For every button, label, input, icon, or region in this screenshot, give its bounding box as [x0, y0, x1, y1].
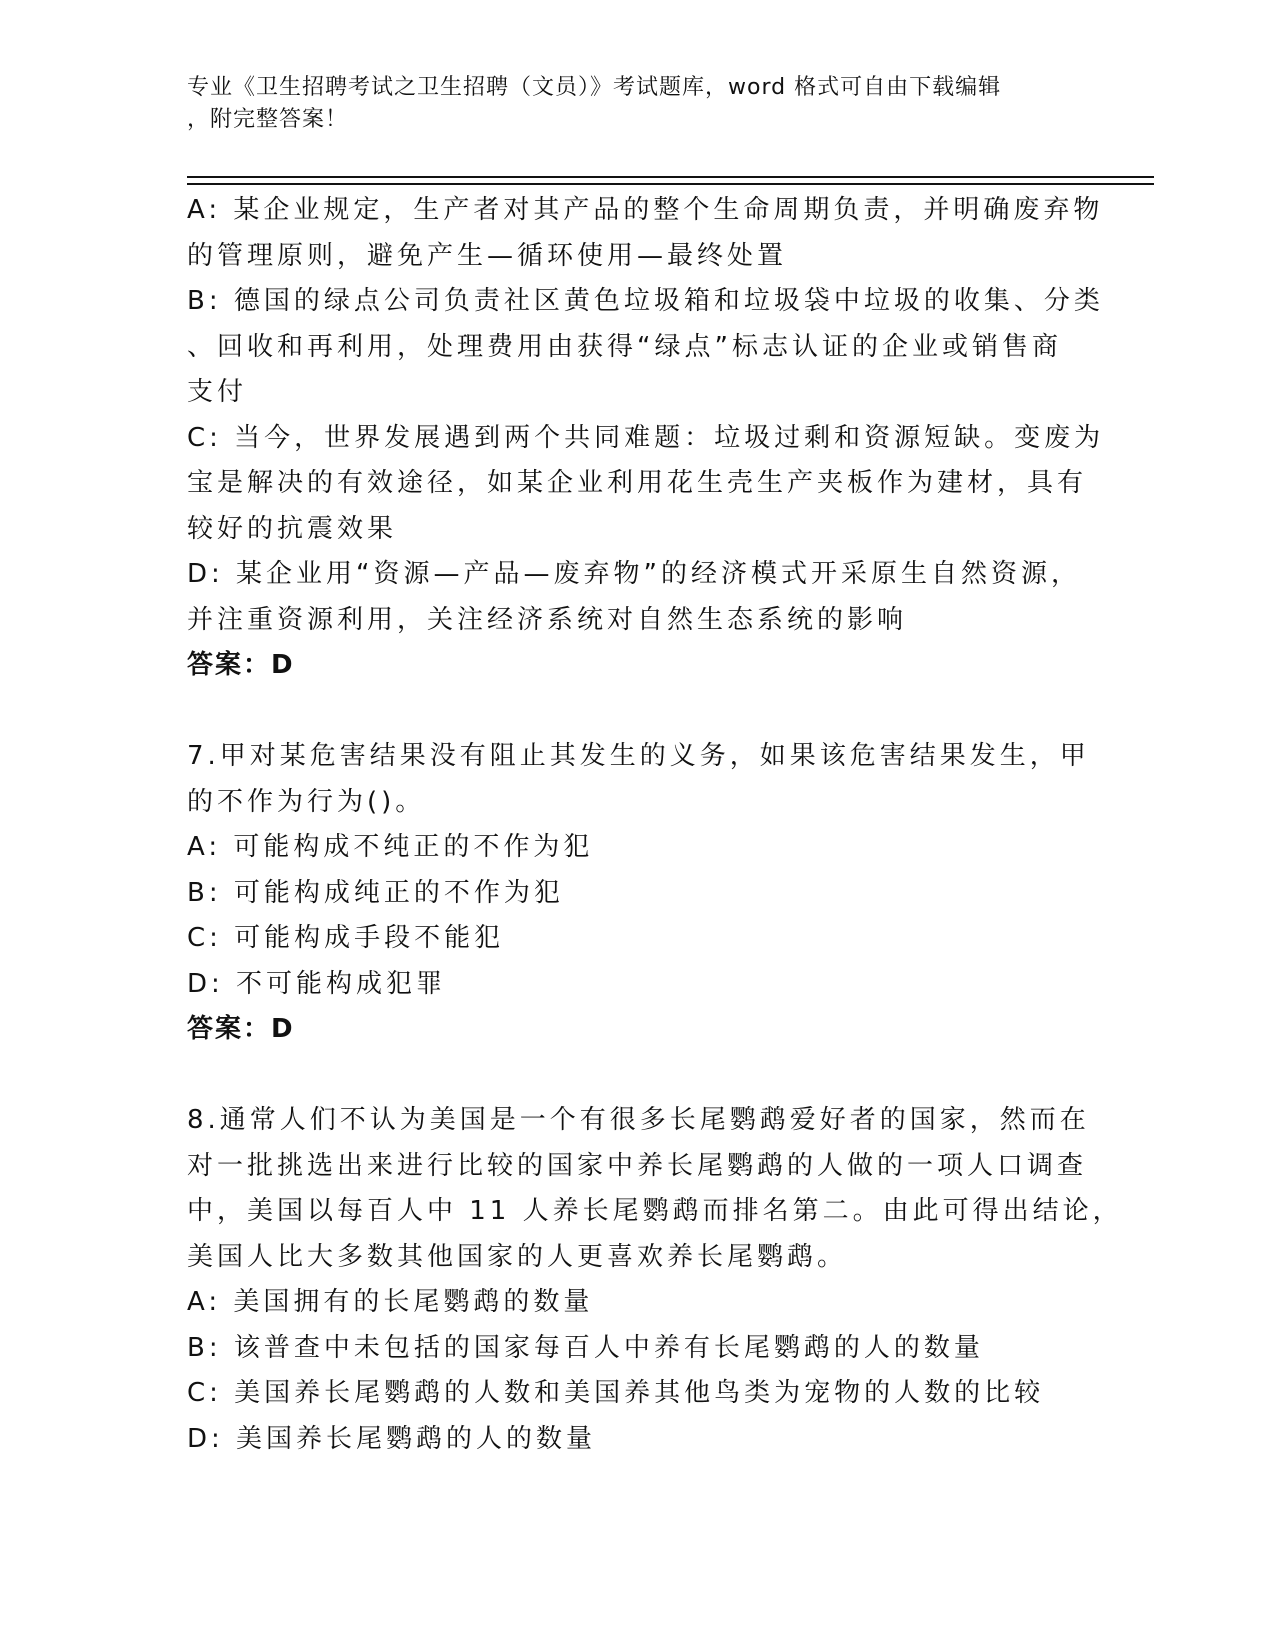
spacer — [187, 1053, 1087, 1099]
q6-option-a-line-2: 的管理原则，避免产生—循环使用—最终处置 — [187, 240, 788, 271]
header-rule-top — [187, 176, 1154, 178]
page-header — [187, 72, 1087, 136]
q8-option-c: C: 美国养长尾鹦鹉的人数和美国养其他鸟类为宠物的人数的比较 — [187, 1378, 1045, 1408]
q8-option-a: A: 美国拥有的长尾鹦鹉的数量 — [187, 1287, 594, 1317]
q6-option-d-line-1: D: 某企业用“资源—产品—废弃物”的经济模式开采原生自然资源， — [187, 559, 1081, 589]
q8-stem-line-4: 美国人比大多数其他国家的人更喜欢养长尾鹦鹉。 — [187, 1241, 848, 1272]
question-6-tail — [187, 188, 1105, 689]
q7-option-b: B: 可能构成纯正的不作为犯 — [187, 877, 564, 908]
q6-option-a-line-1: A: 某企业规定，生产者对其产品的整个生命周期负责，并明确废弃物 — [187, 195, 1104, 225]
header-line-2: ，附完整答案！ — [187, 107, 349, 132]
question-8 — [187, 1098, 1123, 1462]
q7-answer: 答案：D — [187, 1014, 295, 1044]
question-7 — [187, 734, 1090, 1053]
q6-option-b-line-2: 、回收和再利用，处理费用由获得“绿点”标志认证的企业或销售商 — [187, 331, 1062, 362]
q8-option-b: B: 该普查中未包括的国家每百人中养有长尾鹦鹉的人的数量 — [187, 1332, 984, 1363]
q6-option-c-line-3: 较好的抗震效果 — [187, 513, 398, 544]
q6-option-d-line-2: 并注重资源利用，关注经济系统对自然生态系统的影响 — [187, 604, 908, 635]
q6-option-b-line-1: B: 德国的绿点公司负责社区黄色垃圾箱和垃圾袋中垃圾的收集、分类 — [187, 286, 1104, 316]
q7-option-d: D: 不可能构成犯罪 — [187, 968, 447, 999]
q8-stem-line-3: 中，美国以每百人中 11 人养长尾鹦鹉而排名第二。由此可得出结论， — [187, 1196, 1123, 1226]
q8-stem-line-1: 8.通常人们不认为美国是一个有很多长尾鹦鹉爱好者的国家，然而在 — [187, 1105, 1090, 1135]
document-body — [187, 188, 1123, 1462]
spacer — [187, 689, 1087, 735]
q7-stem-line-1: 7.甲对某危害结果没有阻止其发生的义务，如果该危害结果发生，甲 — [187, 741, 1090, 771]
header-line-1: 专业《卫生招聘考试之卫生招聘（文员）》考试题库，word 格式可自由下载编辑 — [187, 75, 1002, 100]
q7-option-c: C: 可能构成手段不能犯 — [187, 923, 505, 953]
q7-option-a: A: 可能构成不纯正的不作为犯 — [187, 832, 594, 862]
q8-stem-line-2: 对一批挑选出来进行比较的国家中养长尾鹦鹉的人做的一项人口调查 — [187, 1150, 1088, 1181]
q6-option-b-line-3: 支付 — [187, 377, 248, 407]
q6-option-c-line-1: C: 当今，世界发展遇到两个共同难题：垃圾过剩和资源短缺。变废为 — [187, 422, 1105, 453]
q6-option-c-line-2: 宝是解决的有效途径，如某企业利用花生壳生产夹板作为建材，具有 — [187, 468, 1088, 498]
q8-option-d: D: 美国养长尾鹦鹉的人的数量 — [187, 1423, 597, 1454]
q7-stem-line-2: 的不作为行为()。 — [187, 786, 426, 817]
q6-answer: 答案：D — [187, 650, 295, 680]
header-rule-bottom — [187, 183, 1154, 185]
